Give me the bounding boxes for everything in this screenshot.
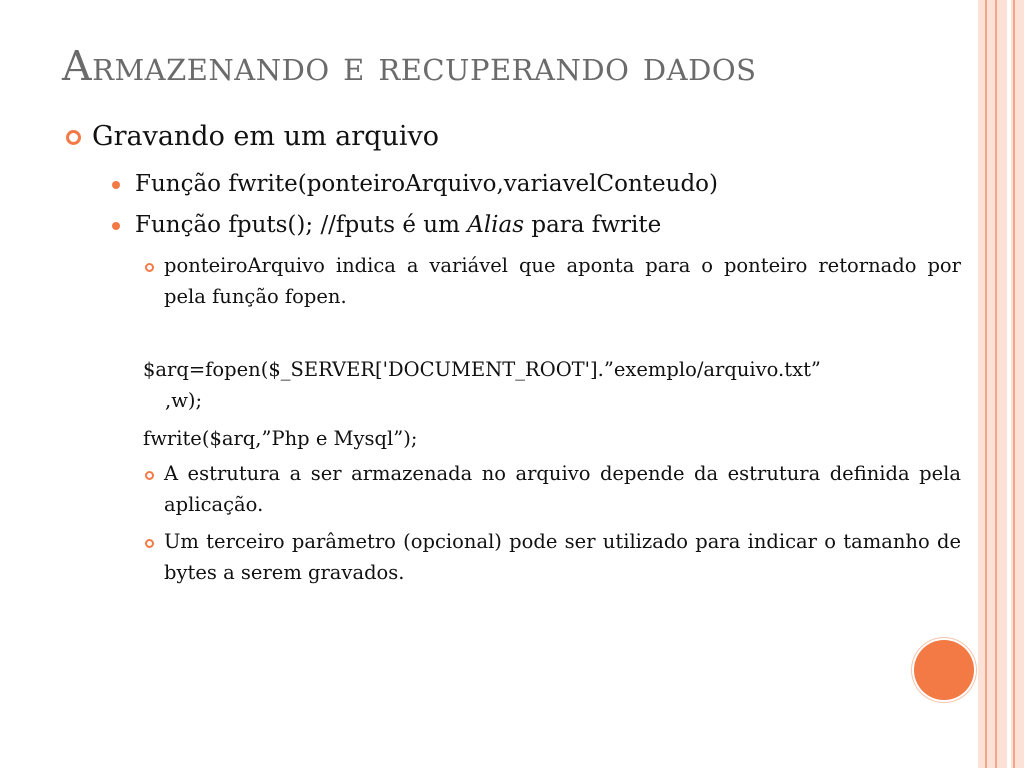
small-ring-bullet-icon (145, 539, 154, 548)
side-stripe-gap (1007, 0, 1011, 768)
dot-bullet-icon (112, 222, 120, 230)
code-line-continuation: ,w); (165, 389, 203, 412)
alias-italic: Alias (467, 212, 525, 238)
code-fwrite: fwrite($arq,”Php e Mysql”); (143, 427, 418, 450)
code-line: $arq=fopen($_SERVER['DOCUMENT_ROOT'].”exemplo/arquivo.txt” (143, 358, 821, 381)
decorative-circle (914, 640, 974, 700)
dot-bullet-icon (112, 181, 120, 189)
bullet-terceiro: Um terceiro parâmetro (opcional) pode ser utilizado para indicar o tamanho de bytes a serem gravados. (164, 530, 961, 584)
fputs-suffix: para fwrite (524, 212, 662, 238)
bullet-ponteiro: ponteiroArquivo indica a variável que aponta para o ponteiro retornado por pela função fopen. (164, 254, 961, 308)
ring-bullet-icon (66, 130, 81, 145)
small-ring-bullet-icon (145, 263, 154, 272)
bullet-fputs (135, 210, 661, 240)
side-stripe-line (995, 0, 997, 768)
small-ring-bullet-icon (145, 471, 154, 480)
bullet-estrutura: A estrutura a ser armazenada no arquivo depende da estrutura definida pela aplicação. (164, 462, 961, 516)
side-stripe-line (1013, 0, 1015, 768)
fputs-text: Função fputs(); //fputs é um (135, 212, 468, 238)
bullet-level1: Gravando em um arquivo (92, 121, 439, 152)
bullet-fwrite: Função fwrite(ponteiroArquivo,variavelConteudo) (135, 171, 718, 197)
code-fopen (143, 354, 961, 416)
side-stripe-line (985, 0, 987, 768)
slide-title: Armazenando e recuperando dados (62, 42, 757, 90)
